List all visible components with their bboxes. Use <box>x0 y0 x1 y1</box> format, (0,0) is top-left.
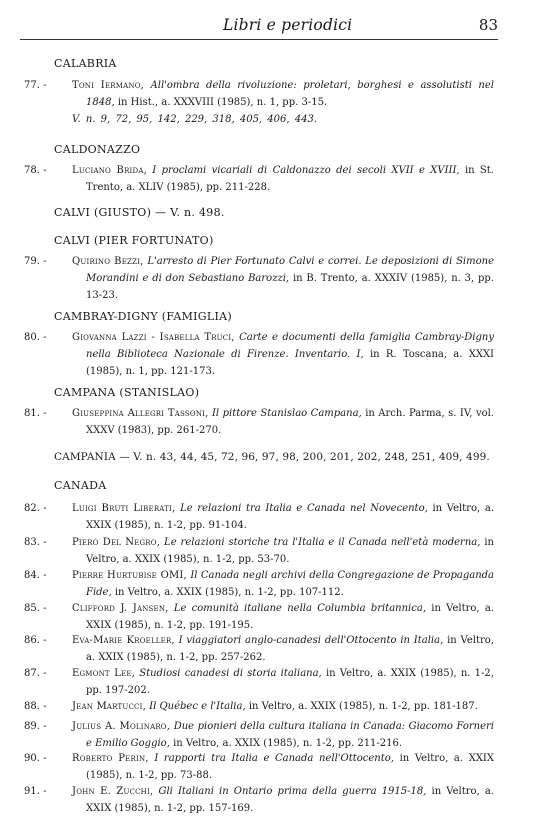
section-heading-caldonazzo: CALDONAZZO <box>54 143 141 156</box>
entry-body <box>72 253 494 304</box>
section-heading-campana-stanislao: CAMPANA (STANISLAO) <box>54 386 200 399</box>
entry-body <box>72 750 494 784</box>
entry-author: John E. Zucchi, <box>72 786 154 797</box>
entry-citation: in St. Trento, a. XLIV (1985), pp. 211-228. <box>86 165 494 193</box>
entry-number: 81. - <box>24 408 47 419</box>
entry-citation: in Veltro, a. XXIX (1985), n. 1-2, pp. 53-70. <box>86 537 494 565</box>
bibliography-entry-83 <box>24 534 494 568</box>
entry-number: 85. - <box>24 603 47 614</box>
cross-reference-calabria: V. n. 9, 72, 95, 142, 229, 318, 405, 406, 443. <box>72 114 317 125</box>
entry-author: Julius A. Molinaro, <box>72 721 171 732</box>
running-header <box>20 14 498 38</box>
bibliography-entry-89 <box>24 718 494 752</box>
entry-body <box>72 632 494 666</box>
entry-author: Giuseppina Allegri Tassoni, <box>72 408 209 419</box>
header-rule <box>20 39 498 40</box>
entry-number: 90. - <box>24 753 47 764</box>
entry-number: 86. - <box>24 635 47 646</box>
section-heading-calabria: CALABRIA <box>54 57 117 70</box>
entry-number: 88. - <box>24 701 47 712</box>
entry-citation: in Arch. Parma, s. IV, vol. XXXV (1983), pp. 261-270. <box>86 408 494 436</box>
entry-citation: in R. Toscana, a. XXXI (1985), n. 1, pp. 121-173. <box>86 349 495 377</box>
bibliography-entry-79 <box>24 253 494 304</box>
entry-body <box>72 534 494 568</box>
entry-body <box>72 567 494 601</box>
entry-author: Pierre Hurtubise OMI, <box>72 570 187 581</box>
entry-body <box>72 405 494 439</box>
entry-author: Egmont Lee, <box>72 668 136 679</box>
entry-title: Carte e documenti della famiglia Cambray-Digny nella Biblioteca Nazionale di Firenze. Inventario. I, <box>86 332 494 360</box>
bibliography-entry-78 <box>24 162 494 196</box>
entry-author: Jean Martucci, <box>72 701 146 712</box>
entry-body <box>72 500 494 534</box>
entry-title: I rapporti tra Italia e Canada nell'Ottocento, <box>154 753 394 764</box>
bibliography-entry-91 <box>24 783 494 817</box>
entry-title: Due pionieri della cultura italiana in Canada: Giacomo Forneri e Emilio Goggio, <box>86 721 494 749</box>
entry-author: Piero Del Negro, <box>72 537 161 548</box>
entry-title: All'ombra della rivoluzione: proletari, borghesi e assolutisti nel 1848, <box>86 80 494 108</box>
entry-citation: in Veltro, a. XXIX (1985), n. 1-2, pp. 157-169. <box>86 786 494 814</box>
entry-citation: in Veltro, a. XXIX (1985), n. 1-2, pp. 257-262. <box>86 635 494 663</box>
entry-body <box>72 77 494 111</box>
entry-citation: in Veltro, a. XXIX (1985), n. 1-2, pp. 197-202. <box>86 668 494 696</box>
bibliography-entry-80 <box>24 329 494 380</box>
bibliography-entry-86 <box>24 632 494 666</box>
entry-body <box>72 718 494 752</box>
section-heading-calvi-pier-fortunato: CALVI (PIER FORTUNATO) <box>54 234 214 247</box>
entry-number: 82. - <box>24 503 47 514</box>
bibliography-entry-82 <box>24 500 494 534</box>
entry-author: Eva-Marie Kroeller, <box>72 635 175 646</box>
entry-number: 77. - <box>24 80 47 91</box>
entry-body <box>72 600 494 634</box>
entry-title: Le relazioni storiche tra l'Italia e il Canada nell'età moderna, <box>164 537 481 548</box>
bibliography-entry-88 <box>24 698 494 715</box>
entry-number: 87. - <box>24 668 47 679</box>
entry-title: Il Québec e l'Italia, <box>149 701 246 712</box>
entry-author: Luciano Brida, <box>72 165 147 176</box>
section-heading-canada: CANADA <box>54 479 107 492</box>
entry-title: I proclami vicariali di Caldonazzo dei secoli XVII e XVIII, <box>152 165 460 176</box>
entry-citation: in Veltro, a. XXIX (1985), n. 1-2, pp. 211-216. <box>173 738 403 749</box>
entry-title: I viaggiatori anglo-canadesi dell'Ottocento in Italia, <box>178 635 444 646</box>
entry-number: 78. - <box>24 165 47 176</box>
entry-author: Toni Iermano, <box>72 80 145 91</box>
section-heading-campania: CAMPANIA — V. n. 43, 44, 45, 72, 96, 97, 98, 200, 201, 202, 248, 251, 409, 499. <box>54 451 490 463</box>
entry-author: Clifford J. Jansen, <box>72 603 169 614</box>
entry-citation: in Veltro, a. XXIX (1985), n. 1-2, pp. 73-88. <box>86 753 495 781</box>
entry-title: Studiosi canadesi di storia italiana, <box>139 668 322 679</box>
entry-title: Il pittore Stanislao Campana, <box>211 408 362 419</box>
header-title: Libri e periodici <box>223 16 353 34</box>
entry-citation: in Veltro, a. XXIX (1985), n. 1-2, pp. 191-195. <box>86 603 494 631</box>
entry-number: 89. - <box>24 721 47 732</box>
bibliography-entry-77 <box>24 77 494 111</box>
entry-body <box>72 665 494 699</box>
entry-citation: in Veltro, a. XXIX (1985), n. 1-2, pp. 91-104. <box>86 503 495 531</box>
page-number: 83 <box>478 16 498 34</box>
entry-citation: in Veltro, a. XXIX (1985), n. 1-2, pp. 107-112. <box>114 587 344 598</box>
entry-author: Luigi Bruti Liberati, <box>72 503 176 514</box>
entry-title: Le relazioni tra Italia e Canada nel Novecento, <box>180 503 428 514</box>
entry-citation: in Veltro, a. XXIX (1985), n. 1-2, pp. 181-187. <box>248 701 478 712</box>
entry-body <box>72 162 494 196</box>
bibliography-entry-81 <box>24 405 494 439</box>
entry-citation: in Hist., a. XXXVIII (1985), n. 1, pp. 3-15. <box>117 97 328 108</box>
entry-citation: in B. Trento, a. XXXIV (1985), n. 3, pp. 13-23. <box>86 273 494 301</box>
entry-title: L'arresto di Pier Fortunato Calvi e correi. Le deposizioni di Simone Morandini e di don Sebastiano Barozzi, <box>86 256 494 284</box>
entry-number: 91. - <box>24 786 47 797</box>
bibliography-entry-90 <box>24 750 494 784</box>
entry-title: Gli Italiani in Ontario prima della guerra 1915-18, <box>158 786 427 797</box>
entry-author: Roberto Perin, <box>72 753 149 764</box>
bibliography-entry-84 <box>24 567 494 601</box>
entry-author: Quirino Bezzi, <box>72 256 144 267</box>
bibliography-entry-87 <box>24 665 494 699</box>
entry-title: Il Canada negli archivi della Congregazione de Propaganda Fide, <box>86 570 494 598</box>
entry-title: Le comunità italiane nella Columbia britannica, <box>173 603 426 614</box>
entry-number: 80. - <box>24 332 47 343</box>
entry-body <box>72 783 494 817</box>
section-heading-calvi-giusto: CALVI (GIUSTO) — V. n. 498. <box>54 206 225 219</box>
entry-number: 84. - <box>24 570 47 581</box>
bibliography-entry-85 <box>24 600 494 634</box>
entry-number: 83. - <box>24 537 47 548</box>
entry-body <box>72 698 494 715</box>
entry-body <box>72 329 494 380</box>
section-heading-cambray-digny: CAMBRAY-DIGNY (FAMIGLIA) <box>54 310 232 323</box>
entry-author: Giovanna Lazzi - Isabella Truci, <box>72 332 235 343</box>
entry-number: 79. - <box>24 256 47 267</box>
